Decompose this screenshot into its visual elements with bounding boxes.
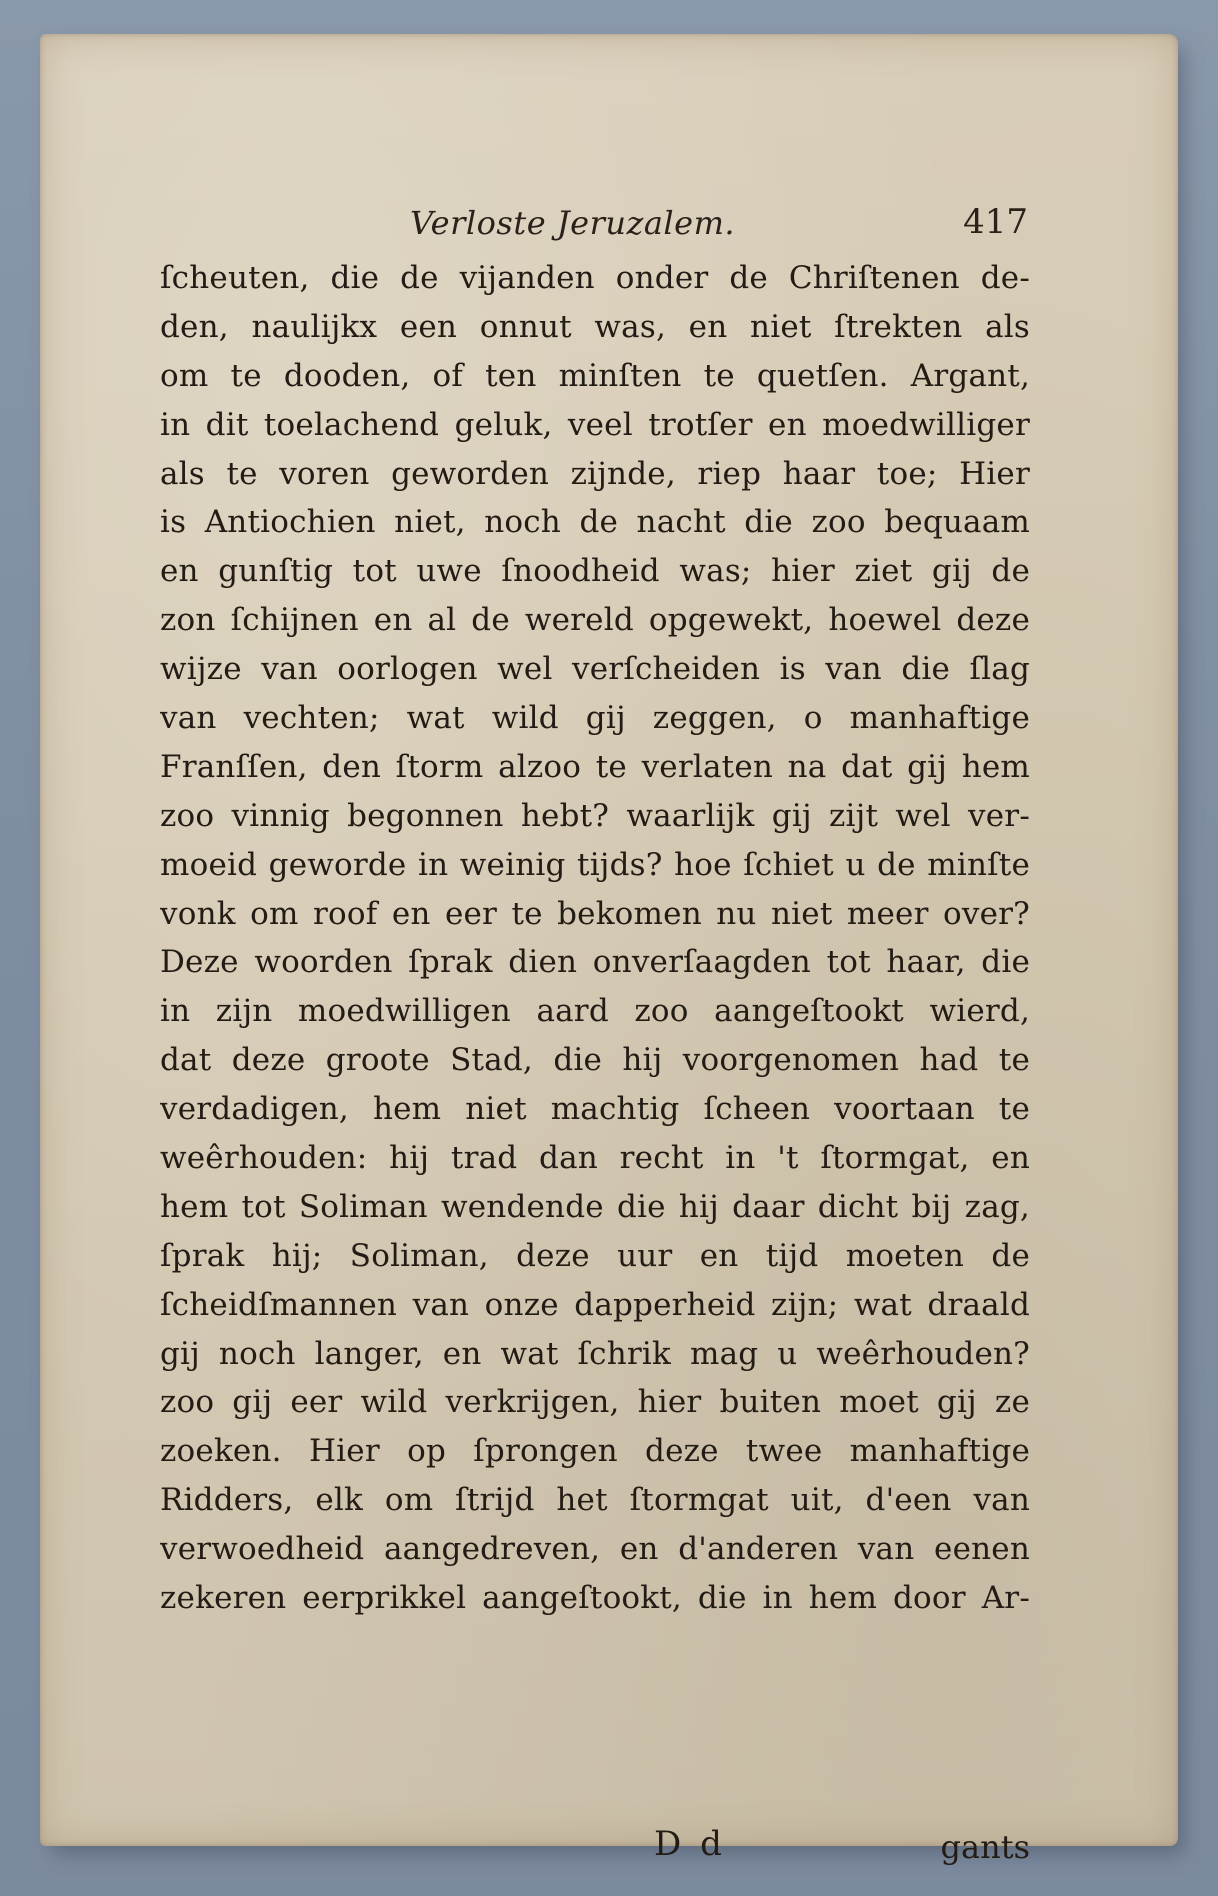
book-page (40, 34, 1178, 1866)
text-line: zoeken. Hier op ſprongen deze twee manhaftige (160, 1433, 1030, 1470)
text-line: van vechten; wat wild gij zeggen, o manhaftige (160, 700, 1030, 737)
page-footer (160, 1824, 1030, 1874)
text-line: wijze van oorlogen wel verſcheiden is van die ſlag (160, 651, 1030, 688)
text-line: ſprak hij; Soliman, deze uur en tijd moeten de (160, 1237, 1030, 1274)
text-line: zoo vinnig begonnen hebt? waarlijk gij zijt wel ver- (160, 797, 1030, 834)
text-line: in dit toelachend geluk, veel trotſer en moedwilliger (160, 406, 1030, 443)
text-line: als te voren geworden zijnde, riep haar toe; Hier (160, 455, 1030, 492)
text-line: ſcheidſmannen van onze dapperheid zijn; wat draald (160, 1286, 1030, 1323)
text-line: en gunſtig tot uwe ſnoodheid was; hier ziet gij de (160, 553, 1030, 590)
text-line: gij noch langer, en wat ſchrik mag u weêrhouden? (160, 1335, 1030, 1372)
signature-mark: D d (654, 1824, 726, 1864)
text-line: zon ſchijnen en al de wereld opgewekt, hoewel deze (160, 602, 1030, 639)
text-line: zekeren eerprikkel aangeſtookt, die in hem door Ar- (160, 1580, 1030, 1617)
text-line: verdadigen, hem niet machtig ſcheen voortaan te (160, 1091, 1030, 1128)
text-line: in zijn moedwilligen aard zoo aangeſtookt wierd, (160, 993, 1030, 1030)
text-line: dat deze groote Stad, die hij voorgenomen had te (160, 1042, 1030, 1079)
text-line: Deze woorden ſprak dien onverſaagden tot haar, die (160, 944, 1030, 981)
text-line: den, naulijkx een onnut was, en niet ſtrekten als (160, 308, 1030, 345)
text-line: zoo gij eer wild verkrijgen, hier buiten moet gij ze (160, 1384, 1030, 1421)
text-line: Ridders, elk om ſtrijd het ſtormgat uit, d'een van (160, 1482, 1030, 1519)
page-header (360, 196, 1028, 246)
text-line: om te dooden, of ten minſten te quetſen. Argant, (160, 357, 1030, 394)
text-line: hem tot Soliman wendende die hij daar dicht bij zag, (160, 1188, 1030, 1225)
text-line: verwoedheid aangedreven, en d'anderen van eenen (160, 1531, 1030, 1568)
text-line: ſcheuten, die de vijanden onder de Chriſtenen de- (160, 260, 1030, 296)
body-text (160, 254, 1030, 1623)
page-number: 417 (963, 202, 1028, 242)
catchword: gants (940, 1828, 1030, 1866)
text-line: vonk om roof en eer te bekomen nu niet meer over? (160, 895, 1030, 932)
text-line: moeid geworde in weinig tijds? hoe ſchiet u de minſte (160, 846, 1030, 883)
text-line: weêrhouden: hij trad dan recht in 't ſtormgat, en (160, 1140, 1030, 1177)
running-title: Verloste Jeruzalem. (410, 204, 736, 242)
text-line: Franſſen, den ſtorm alzoo te verlaten na dat gij hem (160, 748, 1030, 785)
text-line: is Antiochien niet, noch de nacht die zoo bequaam (160, 504, 1030, 541)
